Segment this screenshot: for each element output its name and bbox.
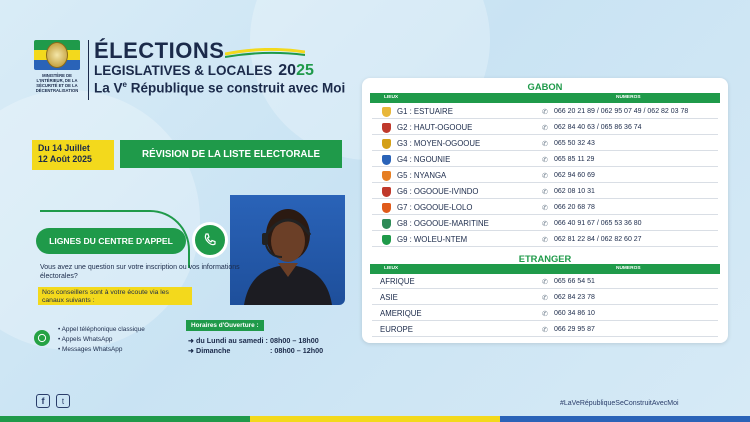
phone-icon: ✆ — [542, 109, 548, 116]
contact-table — [362, 78, 728, 343]
province-crest-icon — [382, 187, 391, 197]
place-name: G7 : OGOOUE-LOLO — [397, 203, 473, 212]
title-year: 2025 — [278, 62, 314, 79]
agent-illustration — [230, 195, 345, 305]
place-name: AFRIQUE — [380, 277, 415, 286]
phone-icon: ✆ — [542, 279, 548, 286]
phone-number[interactable]: 066 40 91 67 / 065 53 36 80 — [554, 219, 642, 227]
hours-title: Horaires d'Ouverture : — [186, 320, 264, 331]
etranger-table-header: LIEUX NUMEROS — [370, 264, 720, 274]
phone-icon: ✆ — [542, 189, 548, 196]
revision-dates: Du 14 Juillet 12 Août 2025 — [32, 140, 114, 170]
call-centre-label: LIGNES DU CENTRE D'APPEL — [36, 228, 186, 254]
table-row — [372, 169, 718, 183]
table-row — [372, 233, 718, 247]
phone-number[interactable]: 065 50 32 43 — [554, 139, 595, 147]
province-crest-icon — [382, 155, 391, 165]
phone-icon: ✆ — [542, 295, 548, 302]
province-crest-icon — [382, 123, 391, 133]
question-text: Vous avez une question sur votre inscription ou vos informations électorales? — [40, 264, 240, 280]
flag-stripe — [0, 416, 750, 422]
place-name: ASIE — [380, 293, 398, 302]
place-name: G1 : ESTUAIRE — [397, 107, 453, 116]
province-crest-icon — [382, 219, 391, 229]
title-legislatives: LEGISLATIVES & LOCALES 2025 — [94, 62, 314, 79]
phone-number[interactable]: 062 08 10 31 — [554, 187, 595, 195]
channel-item: • Messages WhatsApp — [58, 346, 123, 353]
ministry-name: MINISTÈRE DE L'INTÉRIEUR, DE LA SÉCURITÉ ET DE LA DÉCENTRALISATION — [35, 73, 79, 93]
table-row — [372, 185, 718, 199]
facebook-icon[interactable]: f — [36, 394, 50, 408]
province-crest-icon — [382, 235, 391, 245]
phone-number[interactable]: 062 84 23 78 — [554, 293, 595, 301]
gabon-section-title: GABON — [527, 81, 563, 92]
channel-item: • Appels WhatsApp — [58, 336, 113, 343]
province-crest-icon — [382, 107, 391, 117]
province-crest-icon — [382, 139, 391, 149]
phone-number[interactable]: 062 81 22 84 / 062 82 60 27 — [554, 235, 642, 243]
place-name: G9 : WOLEU-NTEM — [397, 235, 468, 244]
phone-number[interactable]: 065 66 54 51 — [554, 277, 595, 285]
table-row — [372, 153, 718, 167]
phone-icon: ✆ — [542, 157, 548, 164]
table-row — [372, 121, 718, 135]
title-elections: ÉLECTIONS — [94, 38, 225, 63]
table-row — [372, 217, 718, 231]
opening-hours: ➜ du Lundi au samedi : 08h00 – 18h00 ➜ Dimanche : 08h00 – 12h00 — [188, 336, 324, 355]
swoosh-decoration — [225, 48, 305, 58]
phone-icon: ✆ — [542, 205, 548, 212]
phone-icon: ✆ — [542, 311, 548, 318]
table-row — [372, 291, 718, 305]
ministry-logo — [28, 40, 86, 93]
phone-number[interactable]: 066 20 21 89 / 062 95 07 49 / 062 82 03 78 — [554, 107, 689, 115]
phone-icon: ✆ — [542, 327, 548, 334]
province-crest-icon — [382, 171, 391, 181]
table-row — [372, 275, 718, 289]
place-name: AMERIQUE — [380, 309, 422, 318]
phone-number[interactable]: 060 34 86 10 — [554, 309, 595, 317]
advisors-text: Nos conseillers sont à votre écoute via les canaux suivants : — [38, 287, 192, 305]
gabon-flag-icon — [34, 40, 80, 70]
phone-icon: ✆ — [542, 221, 548, 228]
place-name: G5 : NYANGA — [397, 171, 447, 180]
place-name: G2 : HAUT-OGOOUE — [397, 123, 473, 132]
channel-item: • Appel téléphonique classique — [58, 326, 145, 333]
phone-number[interactable]: 066 20 68 78 — [554, 203, 595, 211]
etranger-section-title: ETRANGER — [518, 253, 572, 264]
phone-number[interactable]: 065 85 11 29 — [554, 155, 595, 163]
phone-icon: ✆ — [542, 237, 548, 244]
table-row — [372, 307, 718, 321]
call-centre-agent-photo — [230, 195, 345, 305]
channels-list — [58, 325, 145, 355]
phone-icon: ✆ — [542, 125, 548, 132]
table-row — [372, 105, 718, 119]
phone-icon — [192, 222, 228, 258]
phone-number[interactable]: 066 29 95 87 — [554, 325, 595, 333]
place-name: G6 : OGOOUE-IVINDO — [397, 187, 479, 196]
hashtag: #LaVeRépubliqueSeConstruitAvecMoi — [560, 400, 679, 407]
gabon-table-header: LIEUX NUMEROS — [370, 93, 720, 103]
place-name: G8 : OGOOUE-MARITINE — [397, 219, 489, 228]
province-crest-icon — [382, 203, 391, 213]
table-row — [372, 137, 718, 151]
whatsapp-icon — [34, 330, 50, 346]
phone-icon: ✆ — [542, 173, 548, 180]
twitter-icon[interactable]: t — [56, 394, 70, 408]
place-name: G4 : NGOUNIE — [397, 155, 451, 164]
place-name: G3 : MOYEN-OGOOUE — [397, 139, 481, 148]
phone-number[interactable]: 062 84 40 63 / 065 86 36 74 — [554, 123, 642, 131]
phone-icon: ✆ — [542, 141, 548, 148]
slogan: La Ve République se construit avec Moi — [94, 80, 346, 96]
place-name: EUROPE — [380, 325, 413, 334]
table-row — [372, 323, 718, 337]
seal-icon — [46, 42, 68, 68]
revision-banner: RÉVISION DE LA LISTE ELECTORALE — [120, 140, 342, 168]
table-row — [372, 201, 718, 215]
header-divider — [88, 40, 89, 100]
phone-number[interactable]: 062 94 60 69 — [554, 171, 595, 179]
